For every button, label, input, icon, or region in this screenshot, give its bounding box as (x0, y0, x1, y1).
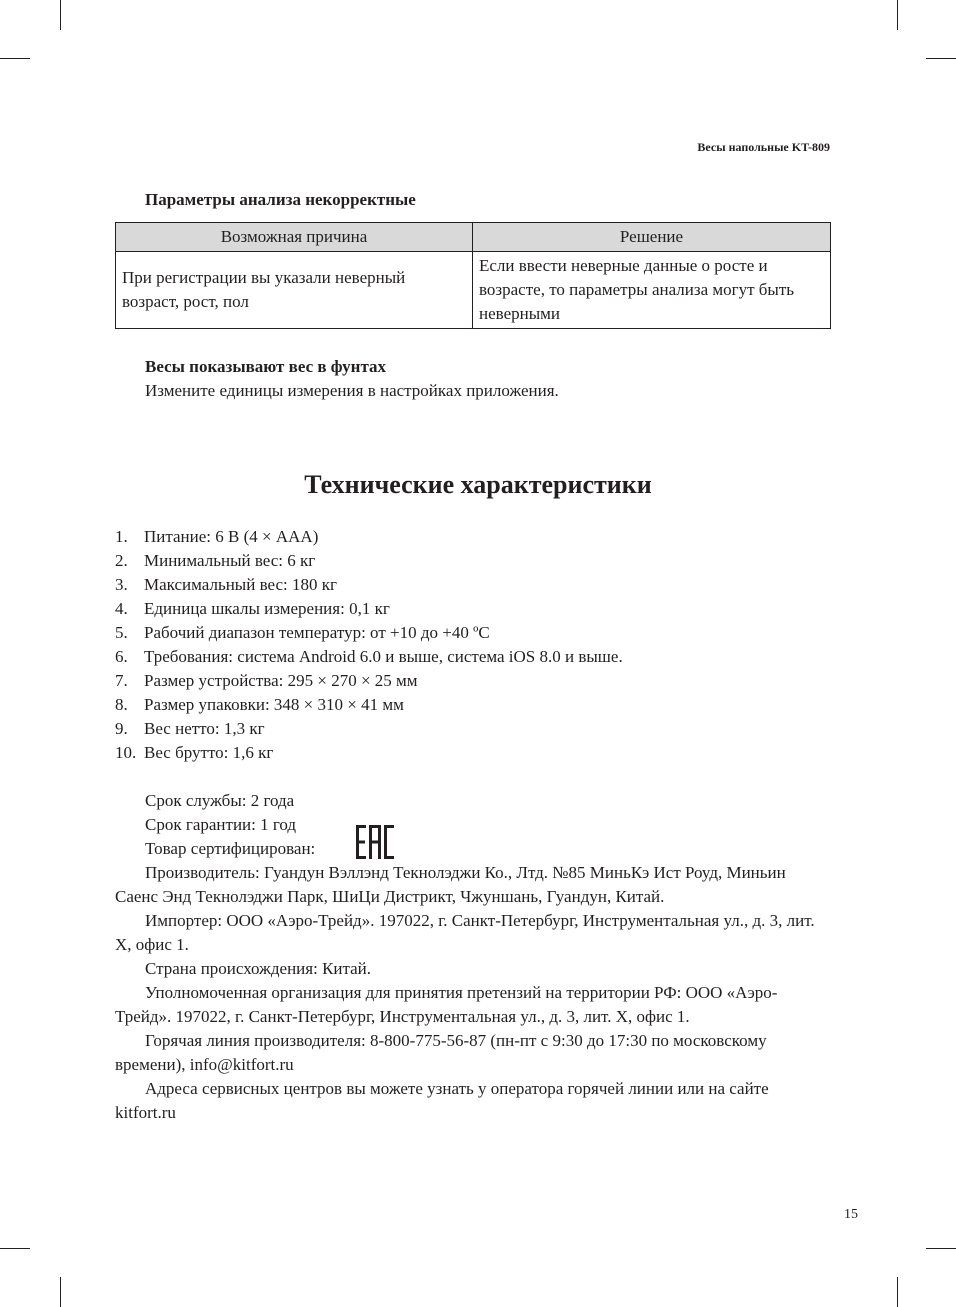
eac-certification-mark (355, 824, 395, 860)
certified-line (115, 837, 830, 861)
authorized-organization: Уполномоченная организация для принятия претензий на территории РФ: ООО «Аэро-Трейд». 197022, г. Санкт-Петербург, Инструментальная ул., д. 3, лит. Х, офис 1. (115, 983, 778, 1026)
spec-item-number: 2. (115, 551, 128, 570)
spec-item-number: 4. (115, 599, 128, 618)
spec-item (115, 621, 623, 645)
spec-list (115, 525, 623, 765)
crop-mark (60, 0, 61, 30)
spec-item-text: Вес нетто: 1,3 кг (144, 719, 265, 738)
crop-mark (926, 58, 956, 59)
column-header-solution: Решение (473, 223, 831, 252)
spec-item-number: 7. (115, 671, 128, 690)
crop-mark (0, 58, 30, 59)
spec-item-text: Требования: система Android 6.0 и выше, система iOS 8.0 и выше. (144, 647, 623, 666)
solution-cell: Если ввести неверные данные о росте и возрасте, то параметры анализа могут быть неверными (473, 252, 831, 329)
warranty: Срок гарантии: 1 год (145, 815, 297, 834)
spec-item (115, 549, 623, 573)
crop-mark (60, 1277, 61, 1307)
troubleshooting-table (115, 222, 831, 329)
column-header-cause: Возможная причина (116, 223, 473, 252)
spec-item-text: Максимальный вес: 180 кг (144, 575, 337, 594)
importer: Импортер: ООО «Аэро-Трейд». 197022, г. Санкт-Петербург, Инструментальная ул., д. 3, лит. Х, офис 1. (115, 911, 815, 954)
spec-item (115, 573, 623, 597)
origin-country: Страна происхождения: Китай. (145, 959, 372, 978)
spec-item (115, 645, 623, 669)
spec-item-number: 3. (115, 575, 128, 594)
spec-item (115, 525, 623, 549)
page-number: 15 (844, 1207, 858, 1222)
spec-item (115, 717, 623, 741)
service-centers: Адреса сервисных центров вы можете узнать у оператора горячей линии или на сайте kitfort.ru (115, 1079, 769, 1122)
spec-item-text: Рабочий диапазон температур: от +10 до +40 ºС (144, 623, 490, 642)
pounds-heading: Весы показывают вес в фунтах (145, 357, 386, 376)
spec-item-text: Питание: 6 В (4 × AAA) (144, 527, 319, 546)
spec-item (115, 693, 623, 717)
cause-cell: При регистрации вы указали неверный возраст, рост, пол (116, 252, 473, 329)
crop-mark (926, 1248, 956, 1249)
pounds-text: Измените единицы измерения в настройках приложения. (145, 381, 559, 400)
spec-item-text: Вес брутто: 1,6 кг (144, 743, 274, 762)
service-life: Срок службы: 2 года (145, 791, 295, 810)
table-header-row (116, 223, 831, 252)
spec-item-number: 5. (115, 623, 128, 642)
spec-item-text: Минимальный вес: 6 кг (144, 551, 316, 570)
info-block (115, 789, 830, 1125)
specs-title: Технические характеристики (304, 470, 652, 499)
crop-mark (897, 1277, 898, 1307)
table-row (116, 252, 831, 329)
spec-item-number: 9. (115, 719, 128, 738)
spec-item-number: 10. (115, 743, 137, 762)
spec-item (115, 741, 623, 765)
crop-mark (897, 0, 898, 30)
spec-item-number: 6. (115, 647, 128, 666)
analysis-heading: Параметры анализа некорректные (145, 190, 416, 209)
spec-item-number: 1. (115, 527, 128, 546)
running-header: Весы напольные KT-809 (697, 140, 830, 154)
spec-item-text: Размер устройства: 295 × 270 × 25 мм (144, 671, 418, 690)
spec-item (115, 597, 623, 621)
manufacturer: Производитель: Гуандун Вэллэнд Текнолэджи Ко., Лтд. №85 МиньКэ Ист Роуд, Миньин Саенс Энд Текнолэджи Парк, ШиЦи Дистрикт, Чжуншань, Гуандун, Китай. (115, 863, 786, 906)
crop-mark (0, 1248, 30, 1249)
spec-item-text: Размер упаковки: 348 × 310 × 41 мм (144, 695, 404, 714)
hotline: Горячая линия производителя: 8-800-775-56-87 (пн-пт с 9:30 до 17:30 по московскому времени), info@kitfort.ru (115, 1031, 767, 1074)
spec-item-text: Единица шкалы измерения: 0,1 кг (144, 599, 390, 618)
certified-label: Товар сертифицирован: (145, 839, 316, 858)
spec-item-number: 8. (115, 695, 128, 714)
spec-item (115, 669, 623, 693)
